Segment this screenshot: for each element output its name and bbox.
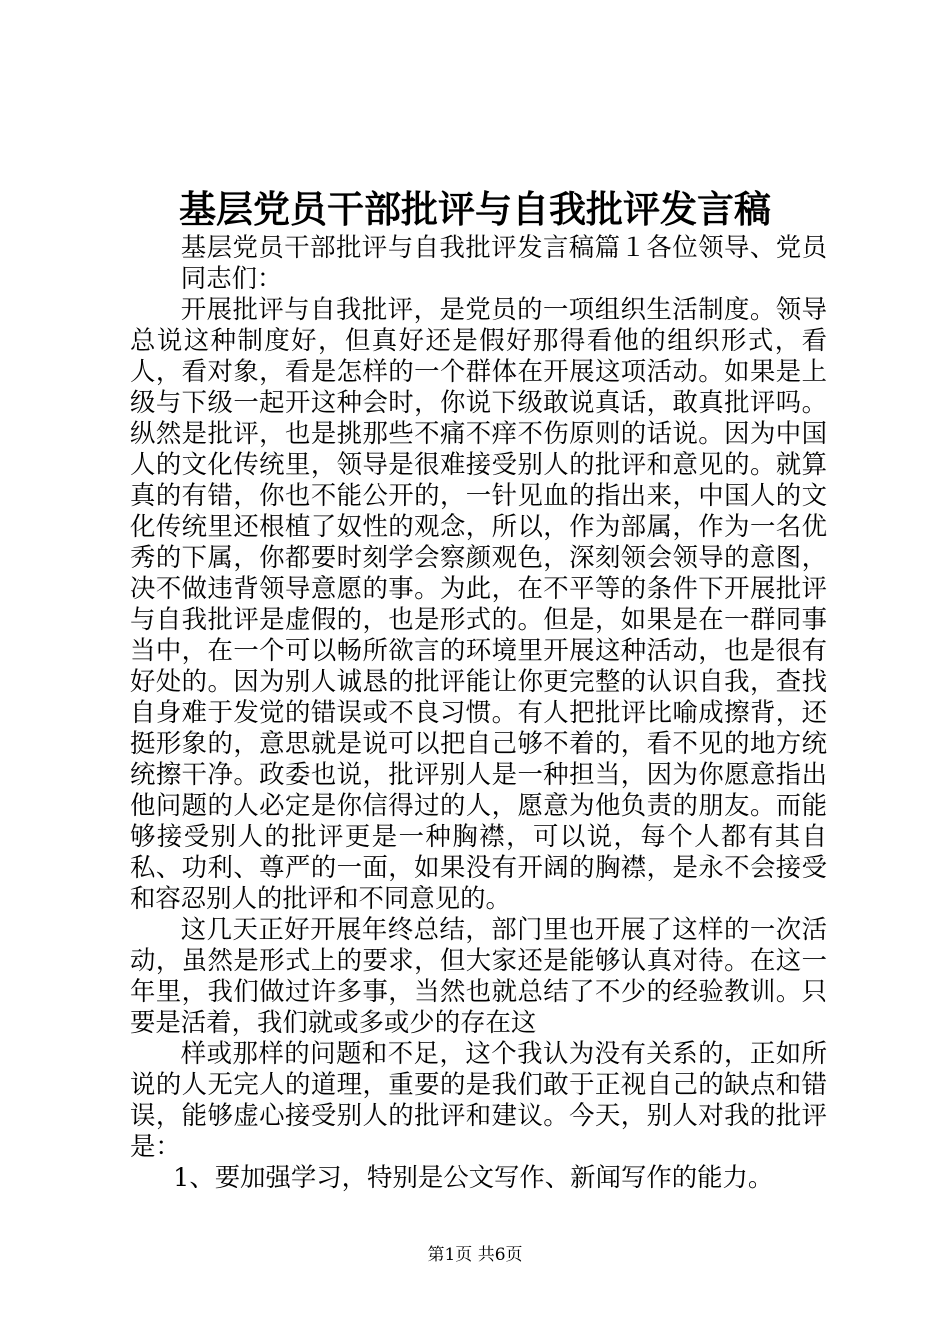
document-body xyxy=(130,232,827,1193)
page-number: 第1页 共6页 xyxy=(427,1245,523,1265)
opening-paragraph: 基层党员干部批评与自我批评发言稿篇１各位领导、党员同志们： xyxy=(180,232,827,293)
document-title: 基层党员干部批评与自我批评发言稿 xyxy=(179,187,771,231)
body-paragraph: 这几天正好开展年终总结，部门里也开展了这样的一次活动，虽然是形式上的要求，但大家还是能够认真对待。在这一年里，我们做过许多事，当然也就总结了不少的经验教训。只要是活着，我们就或多或少的存在这 xyxy=(130,914,827,1037)
body-paragraph: 开展批评与自我批评，是党员的一项组织生活制度。领导总说这种制度好，但真好还是假好那得看他的组织形式，看人，看对象，看是怎样的一个群体在开展这项活动。如果是上级与下级一起开这种会时，你说下级敢说真话，敢真批评吗。纵然是批评，也是挑那些不痛不痒不伤原则的话说。因为中国人的文化传统里，领导是很难接受别人的批评和意见的。就算真的有错，你也不能公开的，一针见血的指出来，中国人的文化传统里还根植了奴性的观念，所以，作为部属，作为一名优秀的下属，你都要时刻学会察颜观色，深刻领会领导的意图，决不做违背领导意愿的事。为此，在不平等的条件下开展批评与自我批评是虚假的，也是形式的。但是，如果是在一群同事当中，在一个可以畅所欲言的环境里开展这种活动，也是很有好处的。因为别人诚恳的批评能让你更完整的认识自我，查找自身难于发觉的错误或不良习惯。有人把批评比喻成擦背，还挺形象的，意思就是说可以把自己够不着的，看不见的地方统统擦干净。政委也说，批评别人是一种担当，因为你愿意指出他问题的人必定是你信得过的人，愿意为他负责的朋友。而能够接受别人的批评更是一种胸襟，可以说，每个人都有其自私、功利、尊严的一面，如果没有开阔的胸襟，是永不会接受和容忍别人的批评和不同意见的。 xyxy=(130,294,827,913)
list-item: 1、要加强学习，特别是公文写作、新闻写作的能力。 xyxy=(173,1162,774,1192)
body-paragraph: 样或那样的问题和不足，这个我认为没有关系的，正如所说的人无完人的道理，重要的是我们敢于正视自己的缺点和错误，能够虚心接受别人的批评和建议。今天，别人对我的批评是： xyxy=(130,1038,827,1161)
